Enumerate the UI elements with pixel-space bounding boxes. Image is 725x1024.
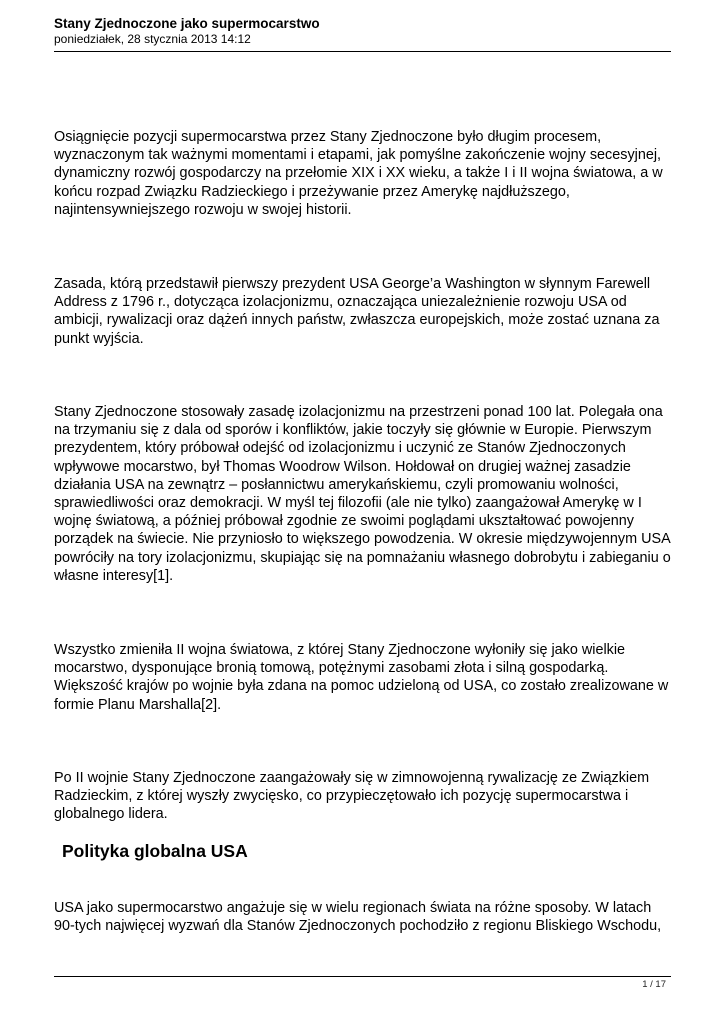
paragraph-isolationism: Stany Zjednoczone stosowały zasadę izolacjonizmu na przestrzeni ponad 100 lat. Polegała ona na trzymaniu się z dala od sporów i konfliktów, jakie toczyły się głównie w Europie. Pierwszym prezydentem, który próbował odejść od izolacjonizmu i uczynić ze Stanów Zjednoczonych wpływowe mocarstwo, był Thomas Woodrow Wilson. Hołdował on drugiej ważnej zasadzie działania USA na zewnątrz – posłannictwu amerykańskiemu, czyli promowaniu wolności, sprawiedliwości oraz demokracji. W myśl tej filozofii (ale nie tylko) zaangażował Amerykę w I wojnę światową, a później próbował zgodnie ze swoimi poglądami ukształtować powojenny porządek na świecie. Nie przyniosło to większego powodzenia. W okresie międzywojennym USA powróciły na tory izolacjonizmu, skupiając się na pomnażaniu własnego dobrobytu i zabieganiu o własne interesy[1]. bbox=[54, 404, 671, 584]
footer-divider bbox=[54, 976, 671, 977]
paragraph-global-policy: USA jako supermocarstwo angażuje się w wielu regionach świata na różne sposoby. W latach 90-tych najwięcej wyzwań dla Stanów Zjednoczonych pochodziło z regionu Bliskiego Wschodu, bbox=[54, 900, 662, 935]
document-date: poniedziałek, 28 stycznia 2013 14:12 bbox=[54, 32, 251, 46]
header-divider bbox=[54, 51, 671, 52]
page-number: 1 / 17 bbox=[642, 979, 666, 990]
paragraph-cold-war: Po II wojnie Stany Zjednoczone zaangażowały się w zimnowojenną rywalizację ze Związkiem Radzieckim, z której wyszły zwycięsko, co przypieczętowało ich pozycję supermocarstwa i globalnego lidera. bbox=[54, 770, 650, 823]
paragraph-world-war-ii: Wszystko zmieniła II wojna światowa, z której Stany Zjednoczone wyłoniły się jako wielkie mocarstwo, dysponujące bronią tomową, potężnymi zasobami złota i silną gospodarką. Większość krajów po wojnie była zdana na pomoc udzieloną od USA, co zostało zrealizowane w formie Planu Marshalla[2]. bbox=[54, 642, 669, 713]
document-title: Stany Zjednoczone jako supermocarstwo bbox=[54, 16, 320, 31]
document-header bbox=[54, 15, 671, 47]
section-heading: Polityka globalna USA bbox=[62, 841, 248, 861]
paragraph-farewell-address: Zasada, którą przedstawił pierwszy prezydent USA George’a Washington w słynnym Farewell Address z 1796 r., dotycząca izolacjonizmu, oznaczająca uniezależnienie rozwoju USA od ambicji, rywalizacji oraz dążeń innych państw, zwłaszcza europejskich, może zostać uznana za punkt wyjścia. bbox=[54, 276, 660, 347]
paragraph-intro: Osiągnięcie pozycji supermocarstwa przez Stany Zjednoczone było długim procesem, wyznaczonym tak ważnymi momentami i etapami, jak pomyślne zakończenie wojny secesyjnej, dynamiczny rozwój gospodarczy na przełomie XIX i XX wieku, a także I i II wojna światowa, a w końcu rozpad Związku Radzieckiego i przeżywanie przez Amerykę najdłuższego, najintensywniejszego rozwoju w swojej historii. bbox=[54, 129, 663, 218]
